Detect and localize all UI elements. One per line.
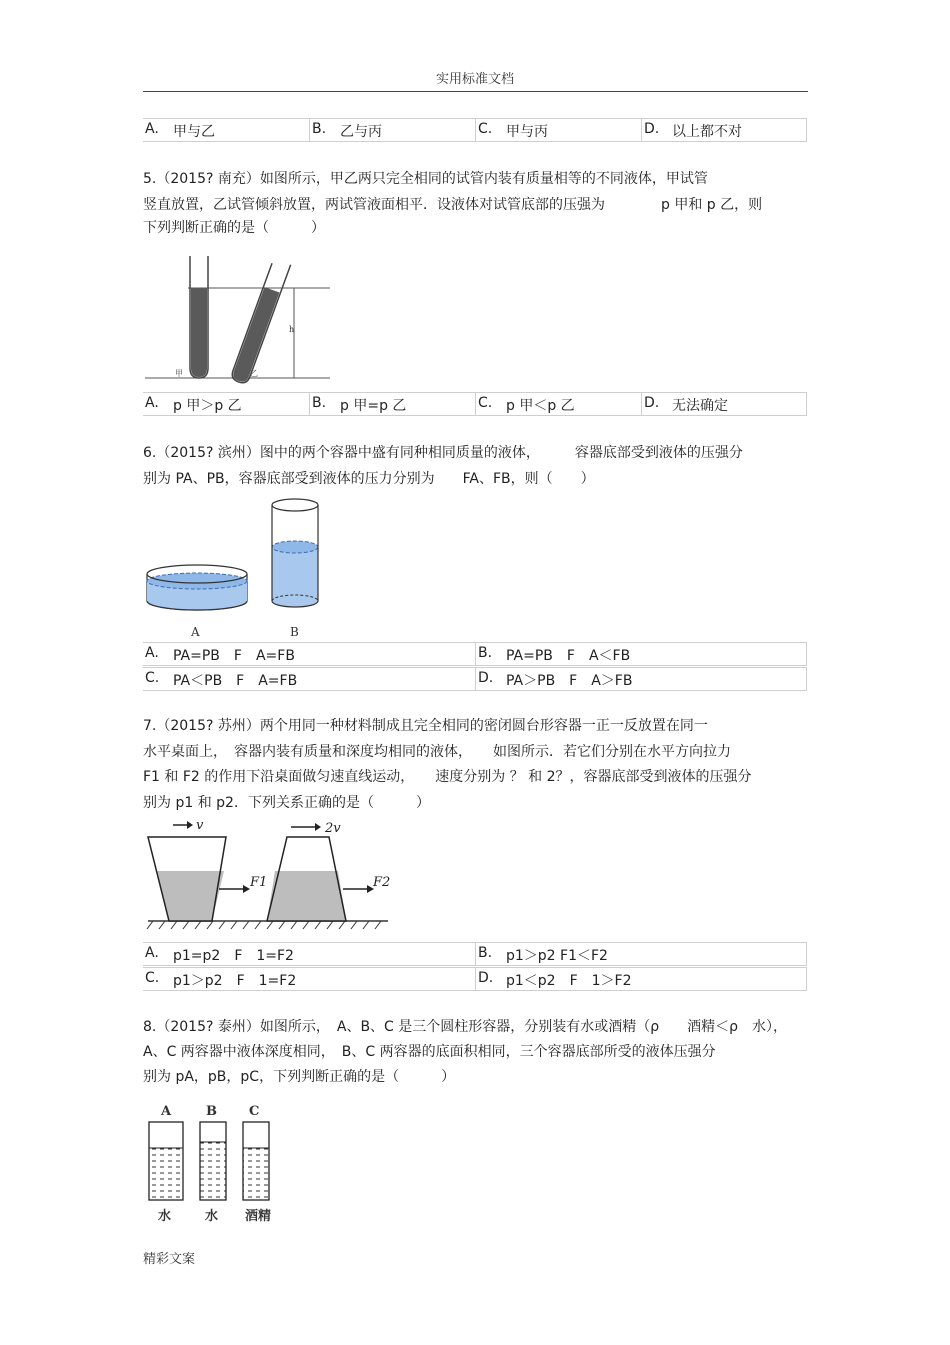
q7-option-b[interactable]: B. p1＞p2 F1＜F2 xyxy=(475,943,807,965)
q5-line-3: 下列判断正确的是（ ） xyxy=(143,220,325,236)
q7-line-4: 别为 p1 和 p2．下列关系正确的是（ ） xyxy=(143,795,430,811)
q6-options-row-2 xyxy=(143,667,807,691)
cylinder-b-liquid-label: 水 xyxy=(205,1209,219,1224)
q7-line-1: 7.（2015? 苏州）两个用同一种材料制成且完全相同的密闭圆台形容器一正一反放置在同一 xyxy=(143,718,708,734)
q5-test-tube-figure xyxy=(143,250,343,385)
q6-containers-figure xyxy=(143,495,333,643)
q8-line-3: 别为 pA，pB，pC，下列判断正确的是（ ） xyxy=(143,1069,456,1085)
q7-option-c[interactable]: C. p1＞p2 F 1=F2 xyxy=(145,970,297,989)
q5-option-d[interactable]: D. 无法确定 xyxy=(641,393,807,415)
label-a: A xyxy=(191,625,200,639)
q7-options-row-1 xyxy=(143,942,807,966)
q5-line-2: 竖直放置，乙试管倾斜放置，两试管液面相平．设液体对试管底部的压强为 p 甲和 p 乙，则 xyxy=(143,197,763,213)
page-header-title: 实用标准文档 xyxy=(435,72,514,87)
container-a xyxy=(147,565,247,610)
q6-option-c[interactable]: C. PA＜PB F A=FB xyxy=(145,670,298,689)
cylinder-c-liquid xyxy=(243,1148,269,1200)
q7-line-2: 水平桌面上， 容器内装有质量和深度均相同的液体， 如图所示．若它们分别在水平方向拉力 xyxy=(143,744,731,760)
q5-option-b[interactable]: B. p 甲=p 乙 xyxy=(309,393,475,415)
q6-option-d[interactable]: D. PA＞PB F A＞FB xyxy=(475,668,807,690)
q4-options-row xyxy=(143,118,807,142)
q6-line-2: 别为 PA、PB，容器底部受到液体的压力分别为 FA、FB，则（ ） xyxy=(143,471,595,487)
q8-cylinders-figure xyxy=(143,1098,293,1228)
q6-option-b[interactable]: B. PA=PB F A＜FB xyxy=(475,643,807,665)
q8-line-2: A、C 两容器中液体深度相同， B、C 两容器的底面积相同，三个容器底部所受的液体压强分 xyxy=(143,1044,716,1060)
cylinder-a-liquid xyxy=(149,1148,183,1200)
label-b: B xyxy=(290,625,299,639)
q7-option-d[interactable]: D. p1＜p2 F 1＞F2 xyxy=(475,968,807,990)
q5-options-row xyxy=(143,392,807,416)
q5-option-a[interactable]: A. p 甲＞p 乙 xyxy=(145,395,242,414)
q6-line-1: 6.（2015? 滨州）图中的两个容器中盛有同种相同质量的液体， 容器底部受到液体的压强分 xyxy=(143,445,743,461)
q4-option-b[interactable]: B. 乙与丙 xyxy=(309,119,475,141)
height-label: h xyxy=(289,325,295,334)
q5-option-c[interactable]: C. p 甲＜p 乙 xyxy=(475,393,641,415)
velocity-2v-label: 2v xyxy=(325,821,341,836)
cylinder-c-label: C xyxy=(249,1104,260,1119)
q4-option-c[interactable]: C. 甲与丙 xyxy=(475,119,641,141)
q8-line-1: 8.（2015? 泰州）如图所示， A、B、C 是三个圆柱形容器，分别装有水或酒精（ρ 酒精＜ρ 水）， xyxy=(143,1019,788,1035)
cylinder-a-liquid-label: 水 xyxy=(158,1209,172,1224)
tube-yi-label: 乙 xyxy=(250,369,258,378)
q7-frustum-figure xyxy=(143,815,393,935)
tube-jia-liquid xyxy=(191,288,207,377)
header-divider xyxy=(143,91,808,92)
page-footer: 精彩文案 xyxy=(143,1252,196,1267)
q7-options-row-2 xyxy=(143,967,807,991)
cylinder-b-liquid xyxy=(200,1142,226,1200)
q6-options-row-1 xyxy=(143,642,807,666)
velocity-v-label: v xyxy=(196,818,204,833)
q4-option-d[interactable]: D. 以上都不对 xyxy=(641,119,807,141)
force-f1-label: F1 xyxy=(250,875,268,890)
q7-line-3: F1 和 F2 的作用下沿桌面做匀速直线运动， 速度分别为 ？ 和 2？，容器底部受到液体的压强分 xyxy=(143,769,752,785)
cylinder-b-label: B xyxy=(206,1104,217,1119)
cylinder-a-label: A xyxy=(161,1104,172,1119)
q7-option-a[interactable]: A. p1=p2 F 1=F2 xyxy=(145,945,294,964)
container-2-liquid xyxy=(267,871,346,921)
tube-jia-label: 甲 xyxy=(175,369,183,378)
container-b xyxy=(272,499,318,607)
q5-line-1: 5.（2015? 南充）如图所示，甲乙两只完全相同的试管内装有质量相等的不同液体，甲试管 xyxy=(143,171,708,187)
cylinder-c-liquid-label: 酒精 xyxy=(245,1209,272,1224)
q6-option-a[interactable]: A. PA=PB F A=FB xyxy=(145,645,295,664)
q4-option-a[interactable]: A. 甲与乙 xyxy=(145,121,215,140)
force-f2-label: F2 xyxy=(373,875,391,890)
